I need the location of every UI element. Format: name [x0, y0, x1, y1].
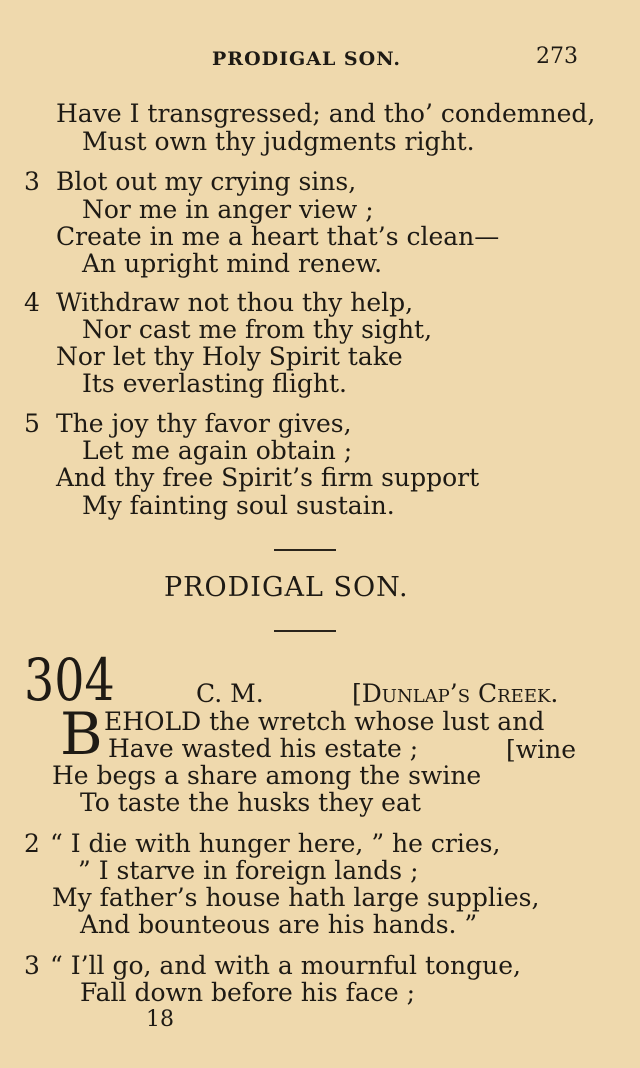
- verse-line: Nor let thy Holy Spirit take: [56, 342, 403, 371]
- hymn-meter: C. M.: [196, 679, 264, 708]
- verse-line: “ I’ll go, and with a mournful tongue,: [50, 951, 521, 980]
- verse-line: The joy thy favor gives,: [56, 409, 352, 438]
- running-title: PRODIGAL SON.: [212, 48, 401, 70]
- verse-line: Let me again obtain ;: [82, 436, 353, 465]
- verse-line: Have wasted his estate ;: [108, 734, 419, 763]
- stanza-number: 3: [24, 951, 40, 980]
- hymn-number: 304: [24, 646, 115, 714]
- stanza-number: 4: [24, 288, 40, 317]
- verse-line: ” I starve in foreign lands ;: [78, 856, 419, 885]
- verse-line: And bounteous are his hands. ”: [80, 910, 478, 939]
- verse-line: Fall down before his face ;: [80, 978, 415, 1007]
- verse-line: And thy free Spirit’s firm support: [56, 463, 480, 492]
- stanza-number: 3: [24, 167, 40, 196]
- hymn-tune: [Dunlap’s Creek.: [352, 679, 559, 708]
- verse-line: Its everlasting flight.: [82, 369, 347, 398]
- verse-line: To taste the husks they eat: [80, 788, 421, 817]
- verse-line: Must own thy judgments right.: [82, 127, 475, 156]
- verse-line: EHOLD the wretch whose lust and: [104, 707, 545, 736]
- verse-line: Have I transgressed; and tho’ condemned,: [56, 99, 596, 128]
- verse-line: My fainting soul sustain.: [82, 491, 395, 520]
- section-title: PRODIGAL SON.: [164, 572, 409, 603]
- verse-line: “ I die with hunger here, ” he cries,: [50, 829, 501, 858]
- page-number: 273: [536, 44, 578, 69]
- signature-mark: 18: [146, 1007, 174, 1032]
- drop-cap: B: [60, 700, 103, 768]
- verse-line: Create in me a heart that’s clean—: [56, 222, 500, 251]
- divider-rule: [274, 549, 336, 551]
- verse-line: Nor cast me from thy sight,: [82, 315, 433, 344]
- divider-rule: [274, 630, 336, 632]
- stanza-number: 5: [24, 409, 40, 438]
- verse-line: Blot out my crying sins,: [56, 167, 357, 196]
- verse-line: An upright mind renew.: [82, 249, 383, 278]
- verse-line: My father’s house hath large supplies,: [52, 883, 540, 912]
- turnover-word: [wine: [506, 735, 577, 764]
- verse-line: Withdraw not thou thy help,: [56, 288, 414, 317]
- verse-line: He begs a share among the swine: [52, 761, 482, 790]
- stanza-number: 2: [24, 829, 40, 858]
- verse-line: Nor me in anger view ;: [82, 195, 374, 224]
